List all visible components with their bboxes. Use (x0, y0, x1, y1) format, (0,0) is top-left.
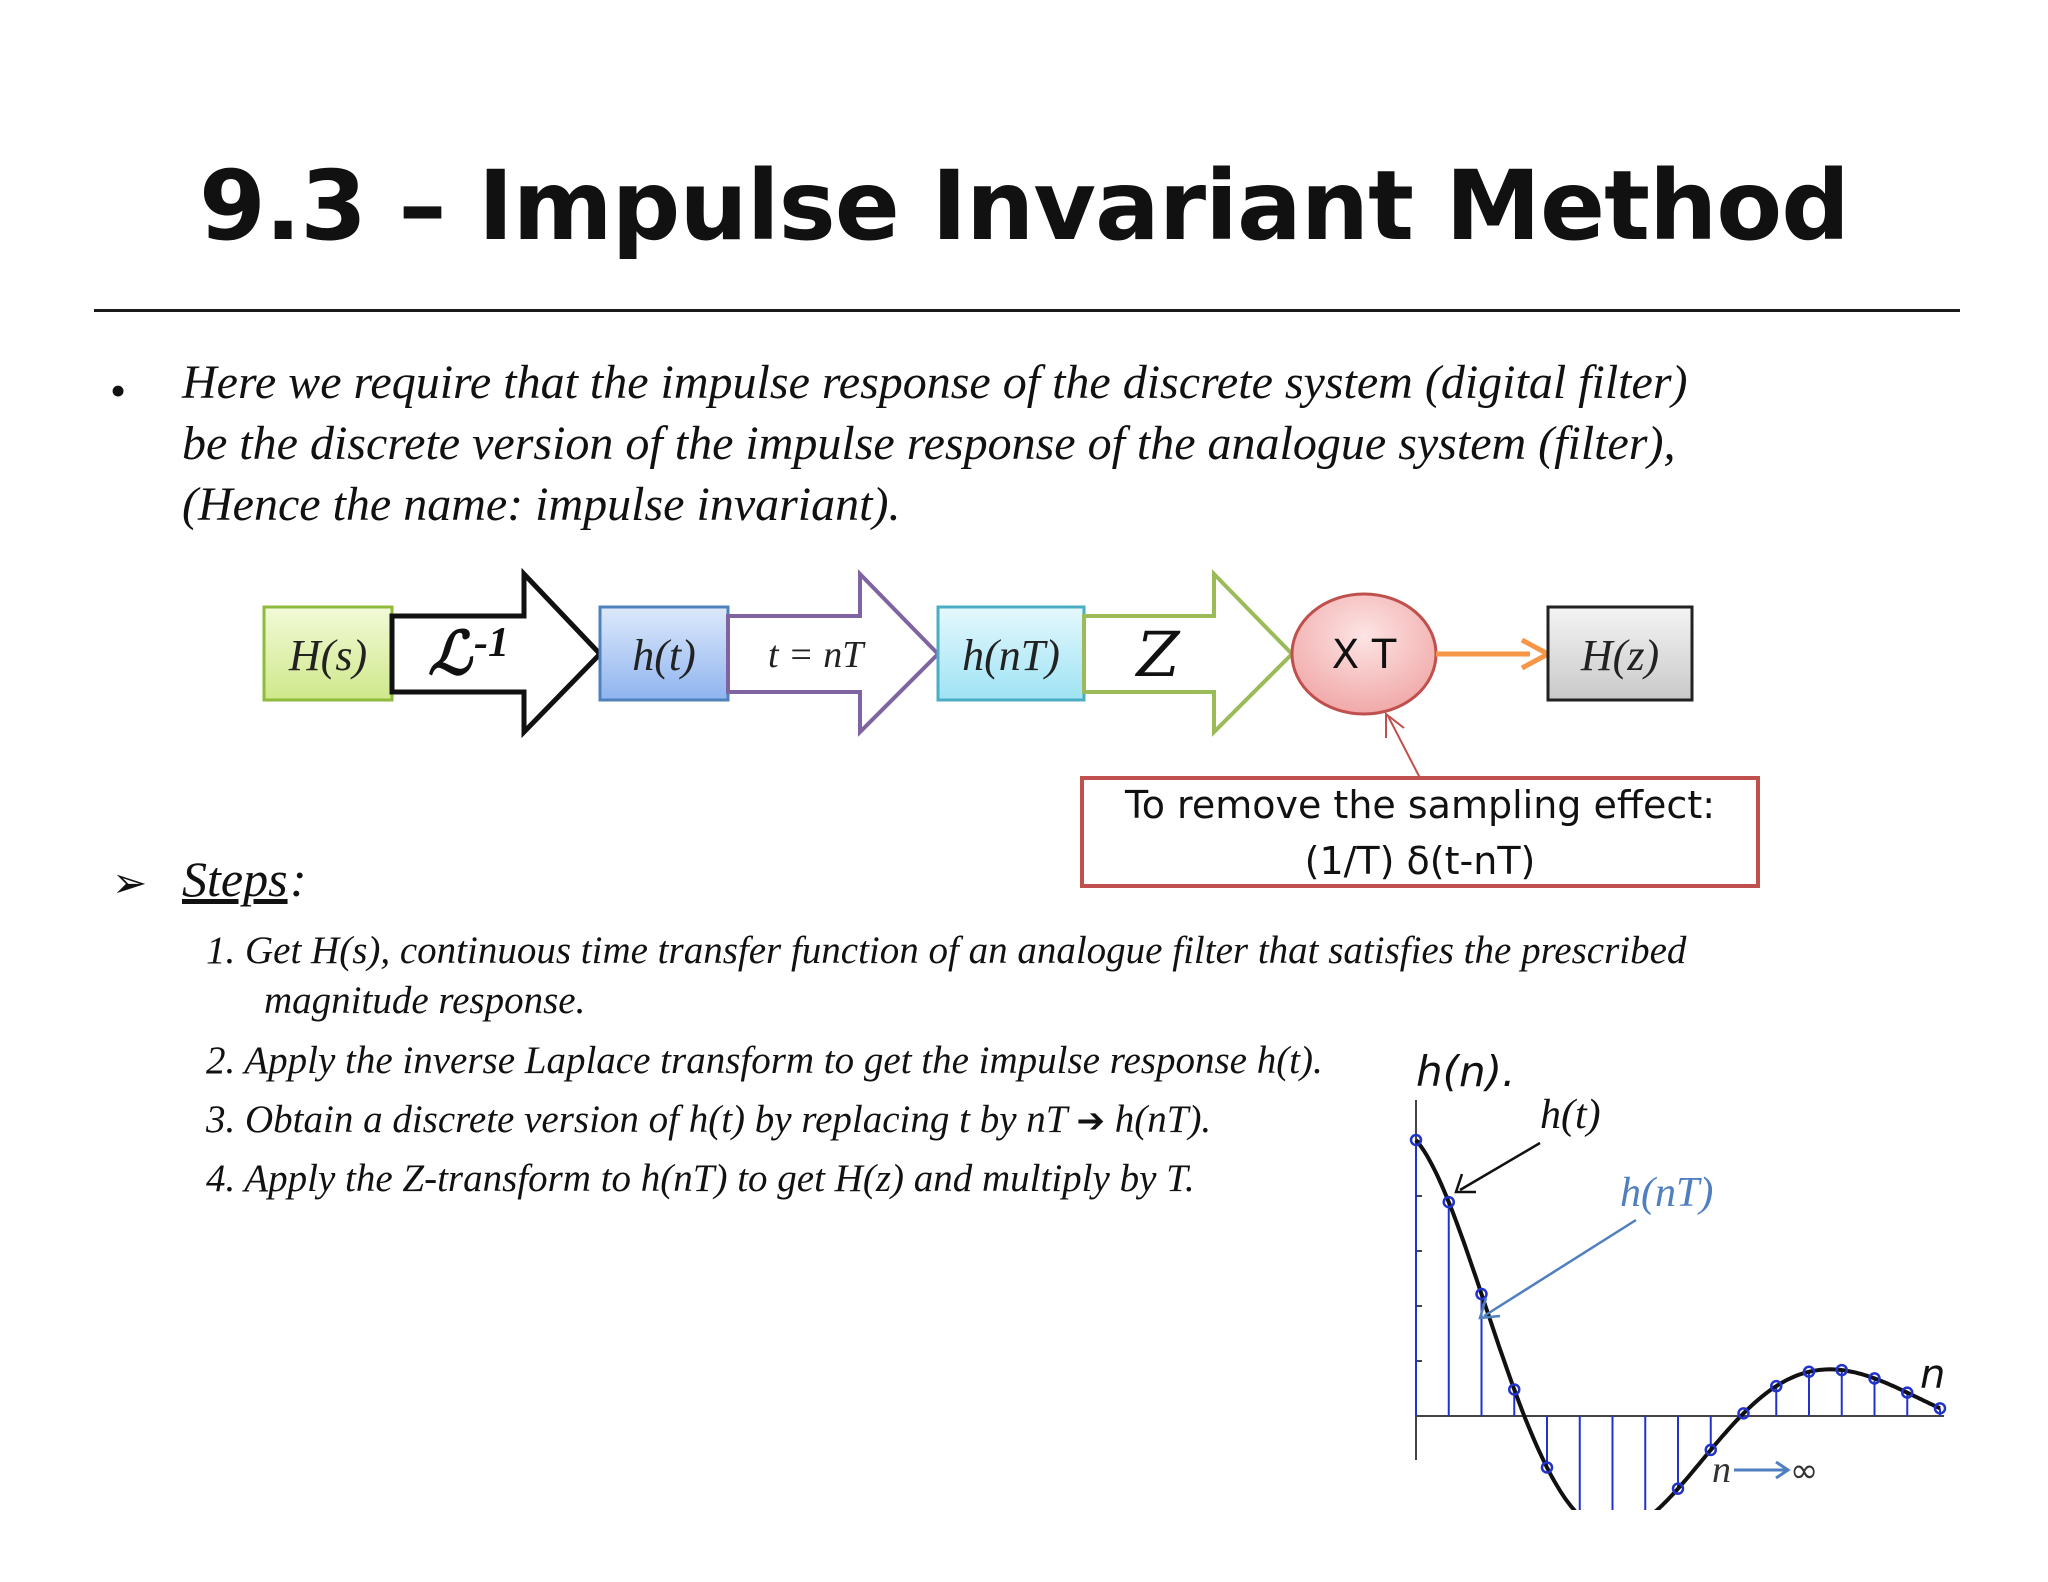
page-title: 9.3 – Impulse Invariant Method (199, 150, 1849, 262)
step-4: 4. Apply the Z-transform to h(nT) to get H(z) and multiply by T. (206, 1157, 1195, 1200)
limit-n-label: n (1712, 1449, 1731, 1491)
ht-label: h(t) (632, 631, 696, 680)
laplace-symbol: ℒ (428, 619, 472, 689)
y-axis-label: h(n). (1416, 1047, 1516, 1096)
sampling-note-line-2: (1/T) δ(t-nT) (1304, 839, 1536, 883)
steps-colon: : (290, 851, 307, 907)
step-3 (206, 1097, 1211, 1142)
sampling-label: t = nT (768, 634, 864, 676)
step-3-result: h(nT). (1114, 1098, 1212, 1141)
note-pointer (1388, 716, 1420, 778)
intro-line-3: (Hence the name: impulse invariant). (182, 478, 901, 531)
z-symbol: Z (1136, 618, 1180, 691)
step-2: 2. Apply the inverse Laplace transform to get the impulse response h(t). (206, 1039, 1323, 1082)
implies-arrow-icon: ➔ (1076, 1101, 1106, 1141)
steps-heading: Steps (182, 851, 288, 907)
intro-line-1: Here we require that the impulse response of the discrete system (digital filter) (182, 356, 1688, 409)
step-1-continued: magnitude response. (264, 979, 586, 1022)
laplace-superscript: -1 (474, 620, 509, 666)
step-3-text: 3. Obtain a discrete version of h(t) by replacing t by nT (206, 1098, 1067, 1141)
multiply-t-label: X T (1331, 632, 1397, 678)
plot-axes (1416, 1100, 1944, 1460)
hnt-label: h(nT) (962, 631, 1060, 680)
step-1: 1. Get H(s), continuous time transfer function of an analogue filter that satisfies the prescribed (206, 929, 1687, 972)
ht-pointer (1460, 1143, 1540, 1190)
hs-label: H(s) (288, 631, 368, 680)
bullet-marker: • (110, 365, 127, 416)
z-transform-arrow (1084, 574, 1292, 732)
hnt-pointer (1484, 1220, 1636, 1316)
impulse-response-plot (1390, 1040, 1970, 1510)
ht-curve-label: h(t) (1540, 1092, 1601, 1138)
intro-line-2: be the discrete version of the impulse response of the analogue system (filter), (182, 417, 1676, 470)
x-axis-label: n (1920, 1352, 1946, 1398)
hz-label: H(z) (1580, 631, 1660, 680)
steps-marker: ➢ (112, 858, 148, 907)
hnt-samples-label: h(nT) (1620, 1170, 1714, 1216)
sampling-note-line-1: To remove the sampling effect: (1124, 783, 1716, 827)
infinity-label: ∞ (1790, 1451, 1819, 1491)
